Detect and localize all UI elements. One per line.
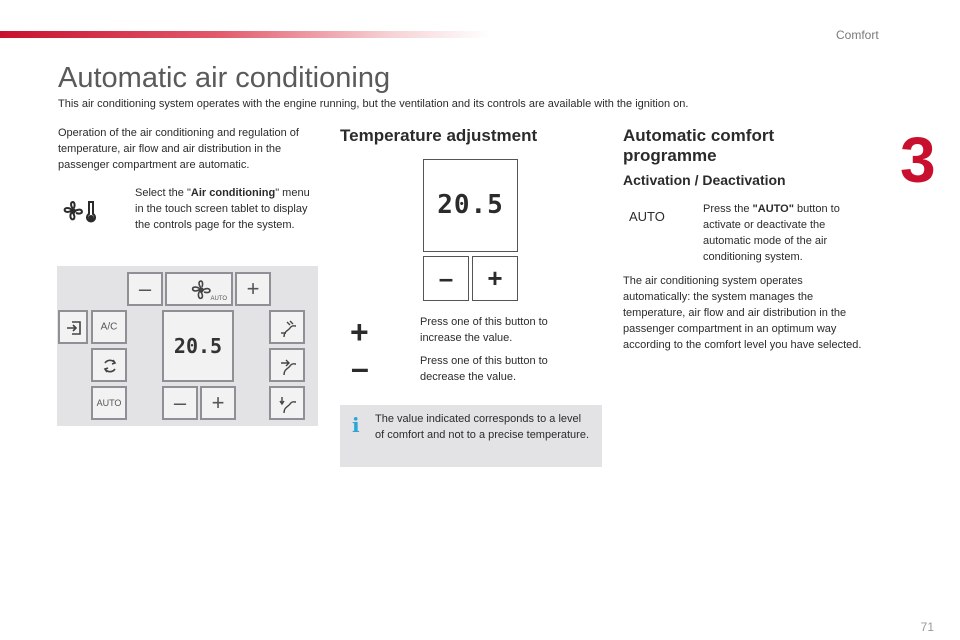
panel-airflow-feet-button[interactable] — [269, 386, 305, 420]
panel-recirculation-button[interactable] — [58, 310, 88, 344]
airflow-feet-icon — [279, 395, 299, 415]
panel-airflow-windscreen-button[interactable] — [269, 310, 305, 344]
panel-airflow-face-button[interactable] — [269, 348, 305, 382]
fan-icon — [189, 278, 213, 302]
select-suffix: " menu in the touch screen tablet to display the controls page for the system. — [135, 187, 310, 231]
temperature-minus-button[interactable] — [423, 256, 469, 301]
intro-text: This air conditioning system operates with the engine running, but the ventilation and its controls are available with the ignition on. — [58, 98, 689, 110]
plus-symbol: + — [246, 276, 260, 301]
control-panel-illustration — [57, 266, 318, 426]
activation-subheading: Activation / Deactivation — [623, 172, 786, 188]
header-accent-bar — [0, 31, 490, 38]
minus-symbol: – — [173, 390, 187, 415]
minus-symbol: – — [138, 276, 152, 301]
temperature-display-value: 20.5 — [437, 190, 504, 220]
plus-symbol: + — [487, 263, 503, 293]
temperature-display — [423, 159, 518, 252]
temperature-plus-button[interactable] — [472, 256, 518, 301]
fan-auto-label: AUTO — [210, 296, 227, 302]
automatic-comfort-heading: Automatic comfort programme — [623, 126, 775, 165]
air-intake-icon — [66, 320, 82, 336]
info-icon: i — [352, 413, 360, 437]
section-label: Comfort — [836, 28, 879, 42]
panel-temperature-value: 20.5 — [173, 334, 223, 358]
panel-fan-minus-button[interactable] — [127, 272, 163, 306]
ac-label: A/C — [100, 321, 118, 333]
plus-symbol: + — [211, 390, 225, 415]
decrease-bullet — [402, 353, 592, 389]
plus-icon: + — [350, 314, 369, 350]
increase-bullet — [402, 314, 592, 350]
auto-press-text — [703, 201, 858, 265]
panel-temperature-minus-button[interactable] — [162, 386, 198, 420]
decrease-text: Press one of this button to decrease the value. — [420, 355, 548, 383]
panel-fan-plus-button[interactable] — [235, 272, 271, 306]
info-note-text: The value indicated corresponds to a level of comfort and not to a precise temperature. — [375, 413, 590, 441]
press-suffix: button to activate or deactivate the automatic mode of the air conditioning system. — [703, 203, 840, 263]
automatic-mode-description: The air conditioning system operates automatically: the system manages the temperature, air flow and air distribution in the passenger compartment in an optimum way according to the comfort level you have selected. — [623, 275, 862, 351]
panel-temperature-plus-button[interactable] — [200, 386, 236, 420]
page-title: Automatic air conditioning — [58, 62, 391, 94]
fan-thermometer-icon — [62, 198, 102, 224]
chapter-number: 3 — [900, 124, 936, 196]
panel-fan-auto-button[interactable] — [165, 272, 233, 306]
auto-press-bullet — [685, 201, 860, 271]
page-number: 71 — [920, 620, 934, 634]
select-menu-text — [135, 185, 315, 233]
panel-ac-button[interactable] — [91, 310, 127, 344]
airflow-windscreen-icon — [279, 319, 299, 339]
panel-temperature-display — [162, 310, 234, 382]
recycle-icon — [102, 358, 118, 374]
air-conditioning-menu-name: Air conditioning — [190, 187, 276, 199]
increase-text: Press one of this button to increase the value. — [420, 316, 548, 344]
operation-text: Operation of the air conditioning and regulation of temperature, air flow and air distribution in the passenger compartment are automatic. — [58, 127, 299, 171]
airflow-face-icon — [279, 357, 299, 377]
panel-auto-label: AUTO — [96, 398, 122, 408]
select-prefix: Select the " — [135, 187, 191, 199]
auto-button-label: AUTO — [629, 209, 665, 224]
select-menu-bullet — [117, 185, 317, 255]
panel-auto-button[interactable] — [91, 386, 127, 420]
minus-symbol: – — [438, 263, 454, 293]
panel-recycle-button[interactable] — [91, 348, 127, 382]
minus-icon: – — [351, 350, 369, 386]
auto-button-name: "AUTO" — [752, 203, 794, 215]
press-prefix: Press the — [703, 203, 753, 215]
temperature-adjustment-heading: Temperature adjustment — [340, 126, 538, 145]
